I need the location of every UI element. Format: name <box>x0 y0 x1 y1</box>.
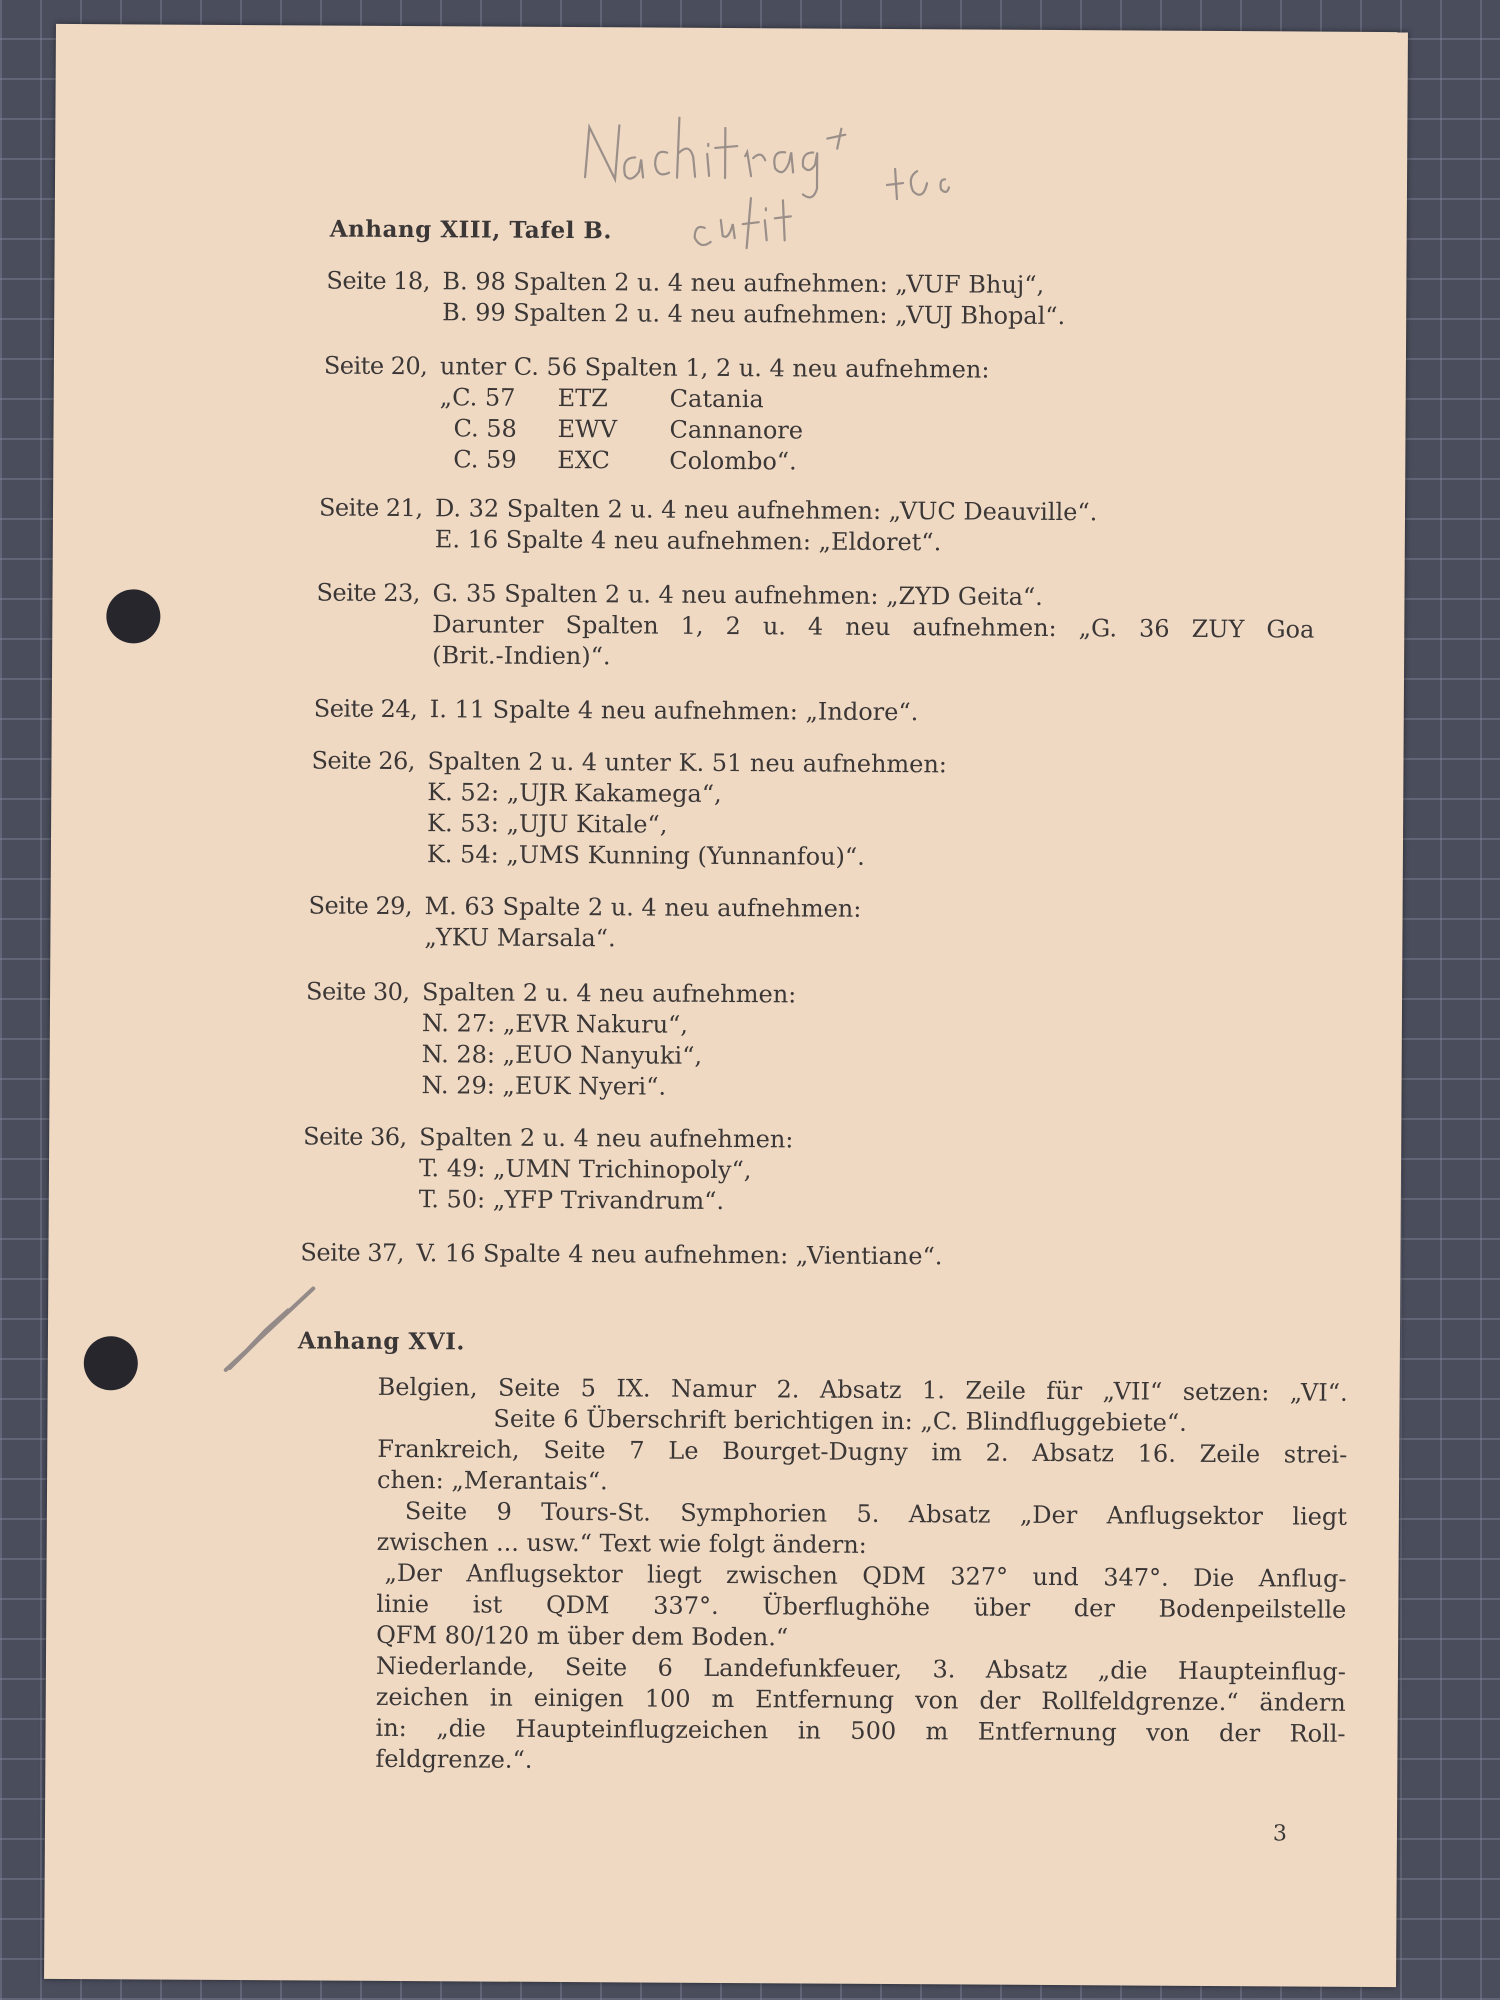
entry-line: N. 28: „EUO Nanyuki“, <box>421 1040 703 1070</box>
entry-line: Spalten 2 u. 4 unter K. 51 neu aufnehmen: <box>427 747 948 779</box>
text-line: „Der Anflugsektor liegt zwischen QDM 327° und 347°. Die Anflug- <box>384 1558 1347 1593</box>
entry-page-ref: Seite 36, <box>303 1122 407 1152</box>
entry-line: T. 49: „UMN Trichinopoly“, <box>418 1154 752 1185</box>
entry-page-ref: Seite 29, <box>308 891 413 921</box>
document-page <box>44 24 1408 1987</box>
entry-line: V. 16 Spalte 4 neu aufnehmen: „Vientiane“. <box>416 1239 943 1271</box>
entry-seite-20 <box>323 351 1224 480</box>
entry-line: E. 16 Spalte 4 neu aufnehmen: „Eldoret“. <box>434 525 942 557</box>
punch-hole-bottom <box>84 1336 138 1390</box>
page-number: 3 <box>1272 1821 1288 1847</box>
entry-line: Darunter Spalten 1, 2 u. 4 neu aufnehmen: „G. 36 ZUY Goa <box>432 610 1315 644</box>
table-cell-call: EWV <box>557 414 618 444</box>
table-cell-place: Catania <box>669 384 764 414</box>
entry-seite-24 <box>314 693 1214 730</box>
entry-line: N. 29: „EUK Nyeri“. <box>421 1071 667 1101</box>
table-row <box>439 413 1223 449</box>
entry-seite-30 <box>305 976 1206 1107</box>
entry-line: K. 54: „UMS Kunning (Yunnanfou)“. <box>426 840 865 871</box>
table-row <box>439 444 1223 480</box>
entry-seite-37 <box>300 1237 1200 1274</box>
table-cell-place: Cannanore <box>669 415 804 445</box>
entry-line: D. 32 Spalten 2 u. 4 neu aufnehmen: „VUC Deauville“. <box>434 494 1098 527</box>
text-line: Frankreich, Seite 7 Le Bourget-Dugny im 2. Absatz 16. Zeile strei- <box>377 1434 1348 1469</box>
entry-seite-29 <box>308 890 1208 959</box>
table-cell-code: C. 59 <box>453 445 517 474</box>
entry-seite-36 <box>303 1121 1204 1222</box>
text-line: Niederlande, Seite 6 Landefunkfeuer, 3. Absatz „die Haupteinflug- <box>375 1651 1347 1686</box>
entry-page-ref: Seite 37, <box>300 1238 405 1268</box>
entry-line: Spalten 2 u. 4 neu aufnehmen: <box>421 978 797 1009</box>
entry-line: N. 27: „EVR Nakuru“, <box>421 1009 689 1039</box>
entry-seite-23 <box>316 577 1367 679</box>
entry-page-ref: Seite 30, <box>305 977 410 1007</box>
table-cell-place: Colombo“. <box>669 446 797 476</box>
entry-page-ref: Seite 21, <box>318 493 423 523</box>
entry-line: (Brit.-Indien)“. <box>432 641 611 671</box>
text-line: zwischen ... usw.“ Text wie folgt ändern: <box>376 1527 867 1559</box>
text-line: linie ist QDM 337°. Überflughöhe über der Bodenpeilstelle <box>376 1589 1347 1624</box>
entry-line: „YKU Marsala“. <box>424 923 616 953</box>
entry-line: T. 50: „YFP Trivandrum“. <box>418 1185 725 1215</box>
section-heading-anhang-xvi: Anhang XVI. <box>297 1327 465 1356</box>
entry-line: unter C. 56 Spalten 1, 2 u. 4 neu aufnehmen: <box>439 352 990 384</box>
entry-line: K. 53: „UJU Kitale“, <box>427 809 668 839</box>
entry-page-ref: Seite 24, <box>313 694 418 724</box>
table-cell-call: ETZ <box>557 383 608 413</box>
text-line: Belgien, Seite 5 IX. Namur 2. Absatz 1. Zeile für „VII“ setzen: „VI“. <box>377 1372 1348 1407</box>
table-row <box>440 382 1224 418</box>
entry-line: B. 99 Spalten 2 u. 4 neu aufnehmen: „VUJ Bhopal“. <box>442 298 1066 331</box>
entry-seite-21 <box>319 493 1239 563</box>
entry-line: I. 11 Spalte 4 neu aufnehmen: „Indore“. <box>429 695 919 727</box>
text-line: in: „die Haupteinflugzeichen in 500 m Entfernung von der Roll- <box>375 1713 1346 1748</box>
entry-seite-26 <box>311 745 1212 876</box>
anhang-xvi-body <box>375 1372 1347 1781</box>
text-line: Seite 6 Überschrift berichtigen in: „C. Blindfluggebiete“. <box>493 1404 1187 1437</box>
entry-page-ref: Seite 23, <box>316 578 421 608</box>
punch-hole-top <box>106 589 160 643</box>
entry-page-ref: Seite 26, <box>311 746 416 776</box>
text-line: feldgrenze.“. <box>375 1744 533 1774</box>
entry-line: B. 98 Spalten 2 u. 4 neu aufnehmen: „VUF Bhuj“, <box>442 267 1045 299</box>
entry-seite-18 <box>326 266 1226 335</box>
entry-page-ref: Seite 18, <box>326 266 430 296</box>
section-heading-anhang-xiii: Anhang XIII, Tafel B. <box>329 215 613 245</box>
text-line: QFM 80/120 m über dem Boden.“ <box>376 1620 789 1652</box>
handwritten-pencil-note <box>575 107 1136 260</box>
text-line: Seite 9 Tours-St. Symphorien 5. Absatz „Der Anflugsektor liegt <box>404 1497 1347 1531</box>
table-cell-code: C. 58 <box>453 414 517 443</box>
text-line: zeichen in einigen 100 m Entfernung von der Rollfeldgrenze.“ ändern <box>375 1682 1346 1717</box>
entry-line: M. 63 Spalte 2 u. 4 neu aufnehmen: <box>424 892 862 923</box>
entry-page-ref: Seite 20, <box>323 351 428 381</box>
text-line: chen: „Merantais“. <box>377 1465 608 1496</box>
entry-line: G. 35 Spalten 2 u. 4 neu aufnehmen: „ZYD Geita“. <box>432 579 1043 611</box>
entry-line: K. 52: „UJR Kakamega“, <box>427 778 722 808</box>
table-cell-code: „C. 57 <box>439 383 516 412</box>
table-cell-call: EXC <box>557 445 610 475</box>
entry-line: Spalten 2 u. 4 neu aufnehmen: <box>419 1123 794 1154</box>
